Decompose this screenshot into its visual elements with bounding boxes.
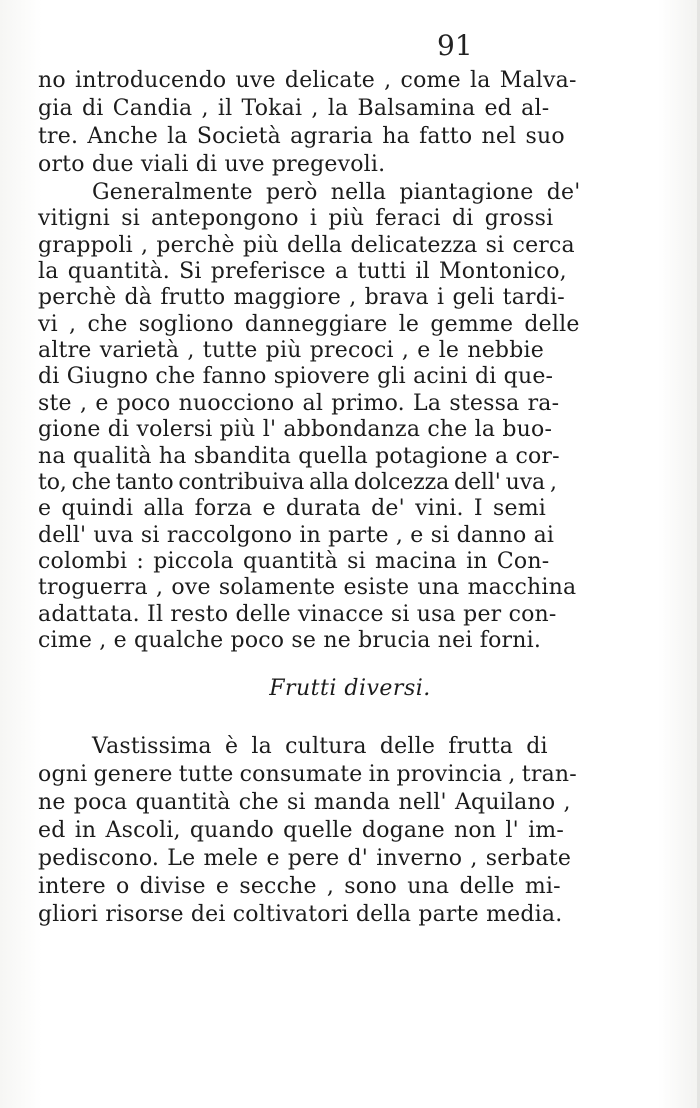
- text-line: ste , e poco nuocciono al primo. La stessa ra-: [38, 391, 560, 416]
- text-line: cime , e qualche poco se ne brucia nei forni.: [38, 628, 542, 653]
- text-line: gia di Candia , il Tokai , la Balsamina ed al-: [38, 96, 550, 121]
- text-line: vitigni si antepongono i più feraci di grossi: [38, 206, 554, 231]
- text-line: adattata. Il resto delle vinacce si usa per con-: [38, 602, 557, 627]
- text-line: Vastissima è la cultura delle frutta di: [92, 734, 548, 759]
- section-heading: Frutti diversi.: [269, 676, 431, 701]
- text-line: e quindi alla forza e durata de' vini. I semi: [38, 496, 547, 521]
- text-line: dell' uva si raccolgono in parte , e si danno ai: [38, 523, 555, 548]
- text-line: grappoli , perchè più della delicatezza si cerca: [38, 233, 575, 258]
- text-line: pediscono. Le mele e pere d' inverno , serbate: [38, 846, 572, 871]
- text-line: la quantità. Si preferisce a tutti il Montonico,: [38, 259, 567, 284]
- page-number: 91: [437, 29, 473, 62]
- text-line: ed in Ascoli, quando quelle dogane non l' im-: [38, 818, 565, 843]
- text-line: vi , che sogliono danneggiare le gemme delle: [38, 312, 580, 337]
- text-line: di Giugno che fanno spiovere gli acini di que-: [38, 364, 554, 389]
- text-line: tre. Anche la Società agraria ha fatto nel suo: [38, 124, 565, 149]
- text-line: gliori risorse dei coltivatori della parte media.: [38, 902, 563, 927]
- text-line: ne poca quantità che si manda nell' Aquilano ,: [38, 790, 571, 815]
- text-line: altre varietà , tutte più precoci , e le nebbie: [38, 338, 544, 363]
- text-line: ogni genere tutte consumate in provincia , tran-: [38, 762, 577, 787]
- text-line: troguerra , ove solamente esiste una macchina: [38, 575, 577, 600]
- text-line: na qualità ha sbandita quella potagione a cor-: [38, 444, 560, 469]
- text-line: to, che tanto contribuiva alla dolcezza dell' uva ,: [38, 470, 557, 495]
- text-line: intere o divise e secche , sono una delle mi-: [38, 874, 561, 899]
- text-line: perchè dà frutto maggiore , brava i geli tardi-: [38, 285, 565, 310]
- text-line: colombi : piccola quantità si macina in Con-: [38, 549, 550, 574]
- text-line: orto due viali di uve pregevoli.: [38, 152, 386, 177]
- text-line: no introducendo uve delicate , come la Malva-: [38, 68, 577, 93]
- text-line: gione di volersi più l' abbondanza che la buo-: [38, 417, 553, 442]
- text-line: Generalmente però nella piantagione de': [92, 180, 581, 205]
